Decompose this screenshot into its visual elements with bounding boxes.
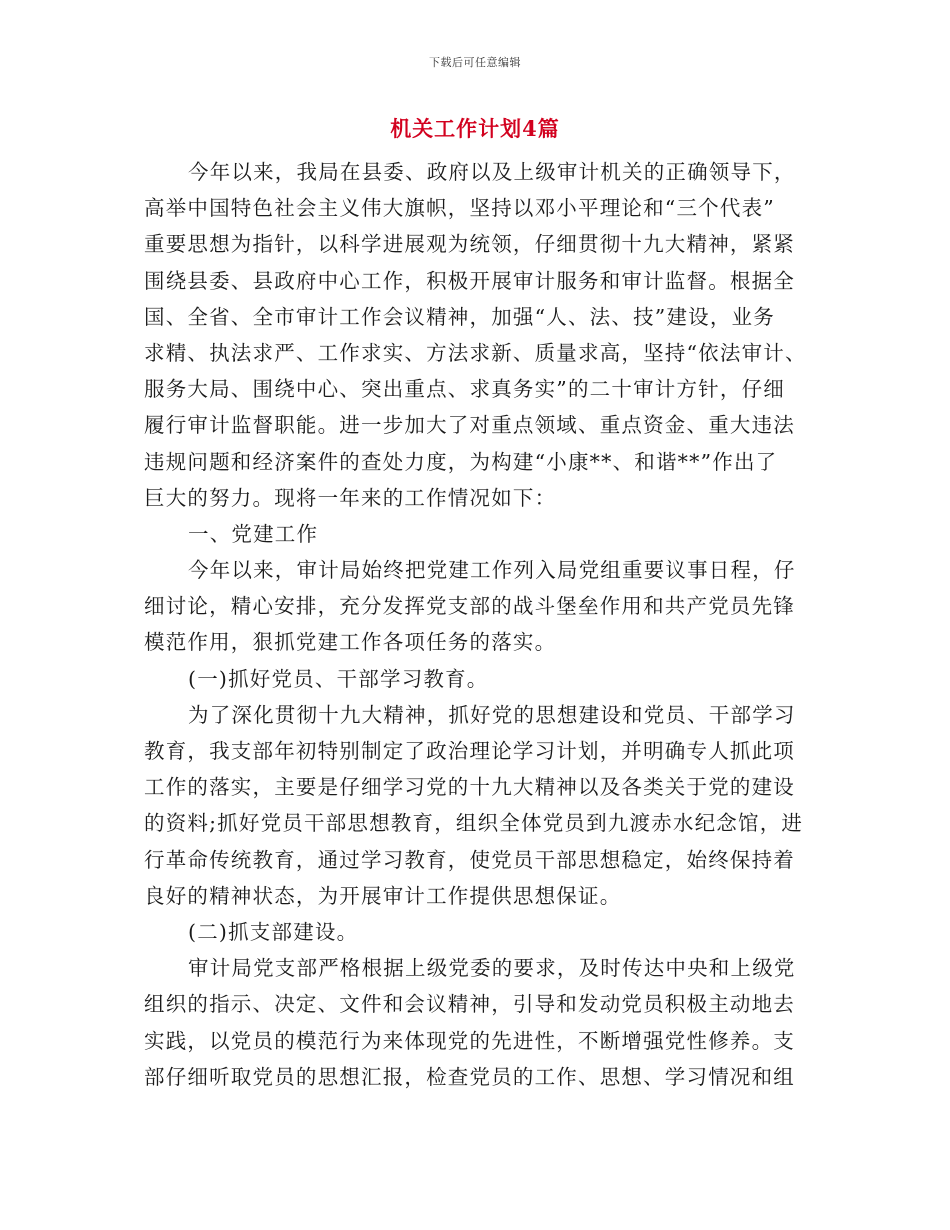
body-line: 重要思想为指针，以科学进展观为统领，仔细贯彻十九大精神，紧紧	[144, 232, 795, 257]
header-note: 下载后可任意编辑	[429, 56, 521, 69]
body-line: 教育，我支部年初特别制定了政治理论学习计划，并明确专人抓此项	[144, 739, 795, 763]
body-line: 履行审计监督职能。进一步加大了对重点领域、重点资金、重大违法	[144, 413, 795, 438]
body-line: 国、全省、全市审计工作会议精神，加强“人、法、技”建设，业务	[144, 304, 775, 329]
document-body	[144, 154, 808, 1095]
body-line: (一)抓好党员、干部学习教育。	[188, 666, 489, 691]
body-line: 细讨论，精心安排，充分发挥党支部的战斗堡垒作用和共产党员先锋	[144, 594, 795, 619]
body-line: 组织的指示、决定、文件和会议精神，引导和发动党员积极主动地去	[144, 992, 795, 1017]
body-line: 的资料;抓好党员干部思想教育，组织全体党员到九渡赤水纪念馆，进	[144, 811, 804, 836]
body-line: 模范作用，狠抓党建工作各项任务的落实。	[144, 630, 557, 655]
document-title: 机关工作计划4篇	[390, 116, 560, 141]
body-line: 一、党建工作	[188, 521, 319, 546]
body-line: (二)抓支部建设。	[188, 919, 359, 944]
body-line: 违规问题和经济案件的查处力度，为构建“小康**、和谐**”作出了	[144, 449, 778, 474]
body-line: 实践，以党员的模范行为来体现党的先进性，不断增强党性修养。支	[144, 1028, 795, 1053]
body-line: 部仔细听取党员的思想汇报，检查党员的工作、思想、学习情况和组	[144, 1064, 795, 1089]
body-line: 为了深化贯彻十九大精神，抓好党的思想建设和党员、干部学习	[188, 702, 796, 727]
body-line: 今年以来，我局在县委、政府以及上级审计机关的正确领导下，	[188, 160, 796, 184]
body-line: 围绕县委、县政府中心工作，积极开展审计服务和审计监督。根据全	[144, 268, 795, 293]
body-line: 巨大的努力。现将一年来的工作情况如下：	[144, 485, 557, 510]
body-line: 行革命传统教育，通过学习教育，使党员干部思想稳定，始终保持着	[144, 847, 795, 872]
body-line: 审计局党支部严格根据上级党委的要求，及时传达中央和上级党	[188, 956, 796, 981]
body-line: 工作的落实，主要是仔细学习党的十九大精神以及各类关于党的建设	[144, 775, 795, 800]
body-line: 今年以来，审计局始终把党建工作列入局党组重要议事日程，仔	[188, 558, 796, 583]
body-line: 良好的精神状态，为开展审计工作提供思想保证。	[144, 883, 622, 908]
body-line: 高举中国特色社会主义伟大旗帜，坚持以邓小平理论和“三个代表”	[144, 196, 775, 221]
body-line: 服务大局、围绕中心、突出重点、求真务实”的二十审计方针，仔细	[144, 377, 785, 402]
body-line: 求精、执法求严、工作求实、方法求新、质量求高，坚持“依法审计、	[144, 340, 807, 365]
